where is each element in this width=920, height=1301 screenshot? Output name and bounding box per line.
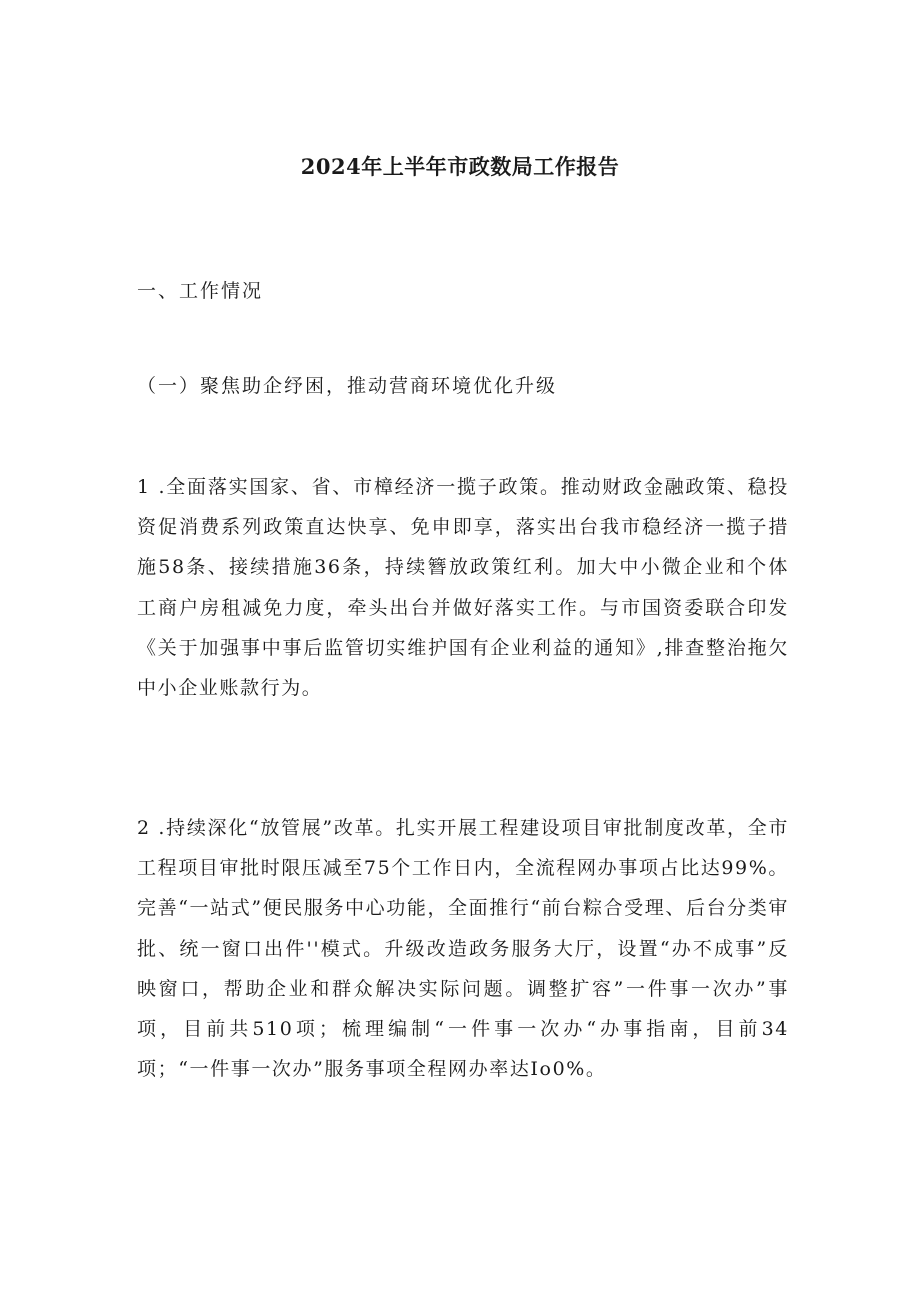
document-title: 2024年上半年市政数局工作报告 xyxy=(300,154,620,179)
paragraph-2: 2 .持续深化“放管展”改革。扎实开展工程建设项目审批制度改革，全市工程项目审批时限压减至75个工作日内，全流程网办事项占比达99%。完善“一站式”便民服务中心功能，全面推行“前台粽合受理、后台分类审批、统一窗口出件''模式。升级改造政务服务大厅，设置“办不成事”反映窗口，帮助企业和群众解决实际问题。调整扩容”一件事一次办”事项，目前共510项；梳理编制“一件事一次办“办事指南，目前34项；“一件事一次办”服务事项全程网办率达Io0%。 xyxy=(137,817,789,1081)
paragraph-1: 1 .全面落实国家、省、市樟经济一揽子政策。推动财政金融政策、稳投资促消费系列政策直达快享、免申即享，落实出台我市稳经济一揽子措施58条、接续措施36条，持续簪放政策红利。加大中小微企业和个体工商户房租减免力度，牵头出台并做好落实工作。与市国资委联合印发《关于加强事中事后监管切实维护国有企业利益的通知》,排查整治拖欠中小企业账款行为。 xyxy=(137,476,789,700)
section-heading: 一、工作情况 xyxy=(137,280,264,302)
subsection-heading: （一）聚焦助企纾困，推动营商环境优化升级 xyxy=(137,375,558,397)
